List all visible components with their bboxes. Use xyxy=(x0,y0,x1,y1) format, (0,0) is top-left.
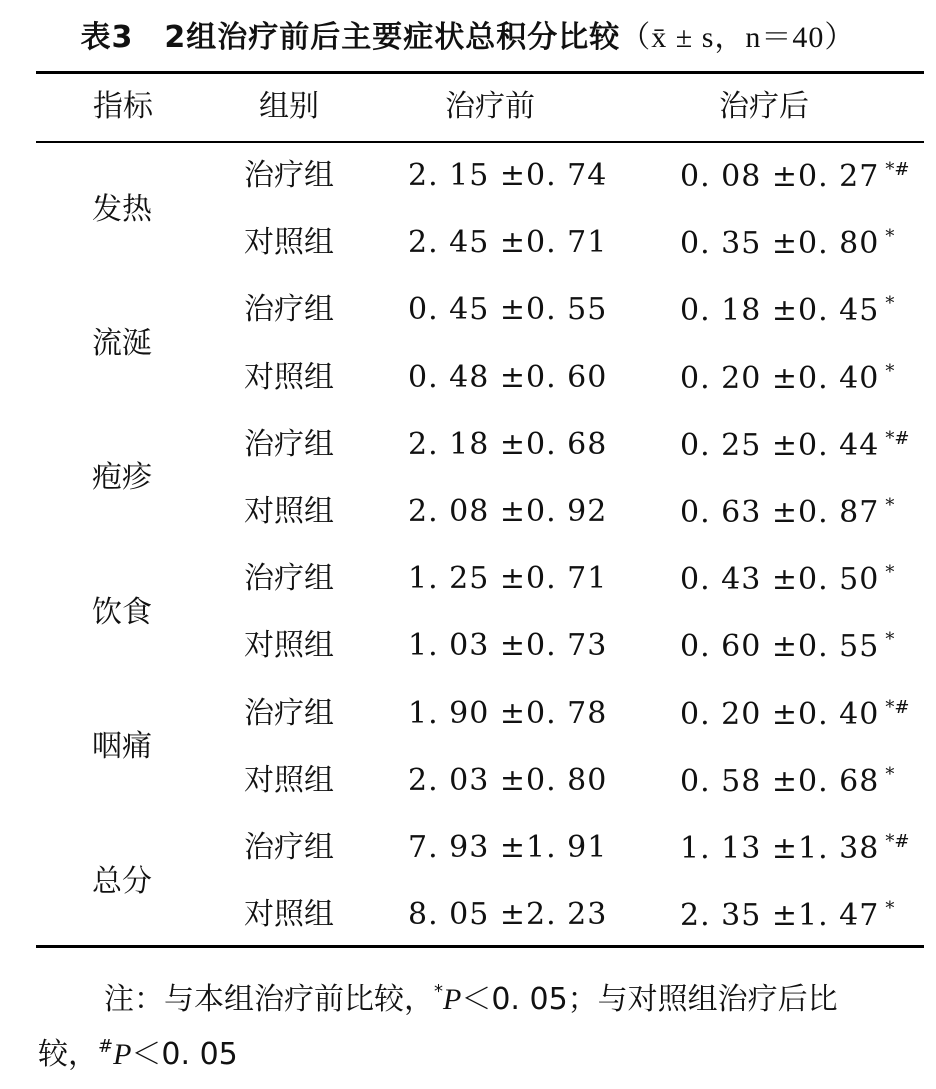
significance-mark: * xyxy=(885,360,895,382)
table-title-label: 表3 2组治疗前后主要症状总积分比较 xyxy=(80,20,621,55)
group-cell: 对照组 xyxy=(244,897,334,933)
after-value-cell xyxy=(680,293,895,329)
indicator-cell: 饮食 xyxy=(92,594,152,630)
footnote-p-2: P xyxy=(113,1038,132,1071)
significance-mark: * xyxy=(885,293,895,315)
group-cell: 对照组 xyxy=(244,762,334,798)
header-group: 组别 xyxy=(259,89,319,124)
indicator-cell: 疱疹 xyxy=(92,460,152,496)
header-rule xyxy=(36,141,924,143)
significance-mark: *# xyxy=(885,159,910,180)
header-before: 治疗前 xyxy=(445,89,535,124)
before-value-cell: 1. 03 ±0. 73 xyxy=(408,628,608,664)
after-value: 0. 60 ±0. 55 xyxy=(680,629,880,665)
indicator-cell: 流涎 xyxy=(92,326,152,361)
indicator-cell: 咽痛 xyxy=(92,729,152,765)
before-value-cell: 2. 15 ±0. 74 xyxy=(408,158,608,193)
significance-mark: *# xyxy=(885,831,910,852)
footnote-prefix: 注：与本组治疗前比较， xyxy=(104,982,434,1017)
group-cell: 治疗组 xyxy=(244,830,334,865)
footnote-rest-2: ＜0. 05 xyxy=(131,1037,238,1072)
after-value-cell xyxy=(680,763,895,799)
after-value: 0. 25 ±0. 44 xyxy=(680,427,880,463)
after-value-cell xyxy=(680,161,909,192)
before-value-cell: 2. 03 ±0. 80 xyxy=(408,762,608,798)
before-value-cell: 1. 25 ±0. 71 xyxy=(408,561,608,597)
after-value-cell xyxy=(680,360,895,396)
after-value-cell xyxy=(680,696,910,732)
after-value: 0. 63 ±0. 87 xyxy=(680,495,880,530)
group-cell: 治疗组 xyxy=(244,158,334,193)
after-value: 0. 20 ±0. 40 xyxy=(680,696,880,732)
after-value-cell xyxy=(680,497,894,528)
footnote-p: P xyxy=(443,983,462,1016)
significance-mark: * xyxy=(885,763,895,785)
before-value-cell: 2. 08 ±0. 92 xyxy=(408,494,608,529)
after-value-cell xyxy=(680,226,895,262)
before-value-cell: 0. 48 ±0. 60 xyxy=(408,359,608,395)
before-value-cell: 8. 05 ±2. 23 xyxy=(408,897,608,933)
before-value-cell: 0. 45 ±0. 55 xyxy=(408,292,608,328)
after-value-cell xyxy=(680,898,895,934)
header-indicator: 指标 xyxy=(93,89,153,124)
after-value: 0. 20 ±0. 40 xyxy=(680,360,880,396)
before-value-cell: 2. 18 ±0. 68 xyxy=(408,426,608,462)
after-value-cell xyxy=(680,629,895,665)
indicator-cell: 总分 xyxy=(92,863,152,899)
table-title xyxy=(0,12,936,56)
after-value: 0. 58 ±0. 68 xyxy=(680,763,880,799)
after-value: 2. 35 ±1. 47 xyxy=(680,898,880,934)
after-value: 0. 35 ±0. 80 xyxy=(680,226,880,262)
group-cell: 治疗组 xyxy=(244,292,334,328)
after-value-cell xyxy=(680,562,895,598)
after-value-cell xyxy=(680,427,910,463)
before-value-cell: 1. 90 ±0. 78 xyxy=(408,695,608,731)
footnote-mark-star: * xyxy=(434,981,443,1002)
significance-mark: * xyxy=(885,629,895,651)
significance-mark: * xyxy=(885,898,895,920)
significance-mark: * xyxy=(885,562,895,584)
bottom-rule xyxy=(36,945,924,948)
before-value-cell: 7. 93 ±1. 91 xyxy=(408,830,608,865)
after-value-cell xyxy=(680,833,909,864)
after-value: 0. 18 ±0. 45 xyxy=(680,293,880,329)
significance-mark: * xyxy=(885,226,895,248)
group-cell: 对照组 xyxy=(244,628,334,664)
group-cell: 对照组 xyxy=(244,494,334,529)
after-value: 0. 08 ±0. 27 xyxy=(680,159,880,194)
indicator-cell: 发热 xyxy=(92,191,152,227)
group-cell: 治疗组 xyxy=(244,426,334,462)
before-value-cell: 2. 45 ±0. 71 xyxy=(408,225,608,261)
group-cell: 治疗组 xyxy=(244,561,334,597)
after-value: 0. 43 ±0. 50 xyxy=(680,562,880,598)
after-value: 1. 13 ±1. 38 xyxy=(680,831,880,866)
footnote-line-1 xyxy=(104,983,838,1015)
footnote-prefix-2: 较， xyxy=(38,1037,98,1072)
group-cell: 对照组 xyxy=(244,359,334,395)
group-cell: 对照组 xyxy=(244,225,334,261)
footnote-mark-hash: # xyxy=(98,1036,114,1057)
table-title-stats: （x̄ ± s，n＝40） xyxy=(620,21,856,54)
group-cell: 治疗组 xyxy=(244,695,334,731)
significance-mark: *# xyxy=(885,696,910,718)
header-after: 治疗后 xyxy=(719,89,809,124)
significance-mark: * xyxy=(885,495,895,516)
significance-mark: *# xyxy=(885,427,910,449)
footnote-rest: ＜0. 05；与对照组治疗后比 xyxy=(461,982,838,1017)
footnote-line-2 xyxy=(38,1038,238,1070)
top-rule xyxy=(36,71,924,74)
